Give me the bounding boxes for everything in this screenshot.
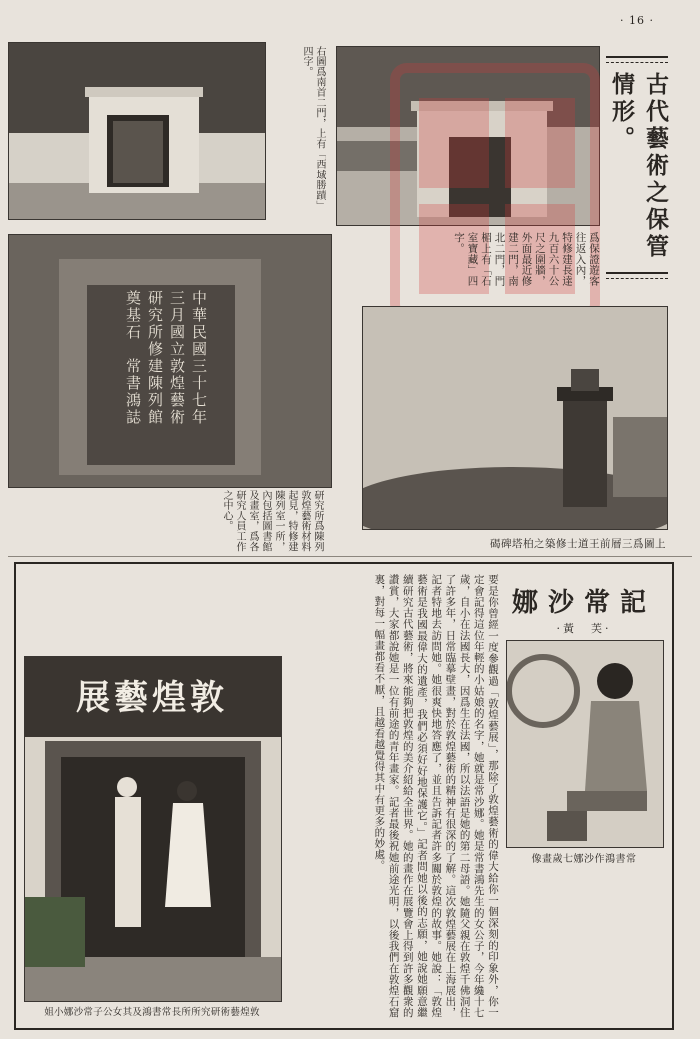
building-caption: 敦煌藝術研究所所長常書鴻及其女公子常沙娜小姐 xyxy=(44,1007,260,1018)
stele-line-4: 奠基石 常書鴻誌 xyxy=(124,290,142,426)
photo-south-gate-caption: 右圖爲南首二門，上有「西域勝蹟」四字。 xyxy=(301,46,325,211)
article-body: 要是你曾經一度參觀過「敦煌藝展」，那除了敦煌藝術的偉大給你一個深刻的印象外，你一定會記得這位年輕的小姑娘的名字，她就是常沙娜。她是常書鴻先生的女公子，今年纔十七歲，自小在法國長大，因爲生在法國，所以法語是她的第二母語。她隨父親在敦煌千佛洞住了許多年，日常臨摹壁畫，對於敦煌藝術的精神有很深的了解。這次敦煌藝展在上海展出，記者特地去訪問她。她很爽快地答應了，並且告訴記者許多關於敦煌的故事。她說：「敦煌藝術是我國最偉大的遺產，我們必須好好地保護它。」記者問她以後的志願，她說她願意繼續研究古代藝術，將來能夠把敦煌的美介紹給全世界。她的畫作在展覽會上得到許多觀衆的讚賞，大家都說她是一位有前途的青年畫家。記者最後祝她前途光明，以後我們在敦煌石窟裏，對每一幅畫都看不厭，且越看越覺得其中有更多的妙處。 xyxy=(373,574,499,1018)
stele-line-3: 研究所修建陳列館 xyxy=(146,290,164,426)
section-divider xyxy=(8,556,692,557)
photo-north-gate-caption: 爲保證遊客往返入內，特修建長達九百六十公尺之圍牆，外面最近修建二門，南北二門，門楣上有「石室寶藏」四字。 xyxy=(453,232,600,286)
photo-south-gate xyxy=(8,42,266,220)
portrait-illustration xyxy=(507,641,663,847)
title-decoration-bottom xyxy=(606,272,668,279)
photo-portrait xyxy=(506,640,664,848)
stele-inscription xyxy=(92,290,210,466)
photo-tower xyxy=(362,306,668,530)
page-number: · 16 · xyxy=(620,14,654,27)
photo-tower-caption: 上圖爲三層前王道士修築之柏塔碑碣 xyxy=(490,538,666,550)
gate-illustration xyxy=(9,43,265,219)
portrait-caption: 常書鴻作沙娜七歲畫像 xyxy=(531,854,637,865)
article-title: 記常沙娜 xyxy=(511,588,656,618)
upper-title: 古代藝術之保管情形。 xyxy=(608,72,669,261)
building-sign: 敦煌藝展 xyxy=(76,678,228,718)
stele-side-caption: 研究所爲陳列敦煌藝術材料起見，特修建陳列室一所，內包括圖書館及畫室，爲各研究人員工作之中心。 xyxy=(221,490,323,552)
article-body-left xyxy=(24,574,280,650)
article-author: ·黃 芙· xyxy=(556,622,612,635)
stele-line-2: 三月國立敦煌藝術 xyxy=(168,290,186,426)
stele-line-1: 中華民國三十七年 xyxy=(190,290,208,426)
tower-illustration xyxy=(363,307,667,529)
title-decoration-top xyxy=(606,56,668,63)
